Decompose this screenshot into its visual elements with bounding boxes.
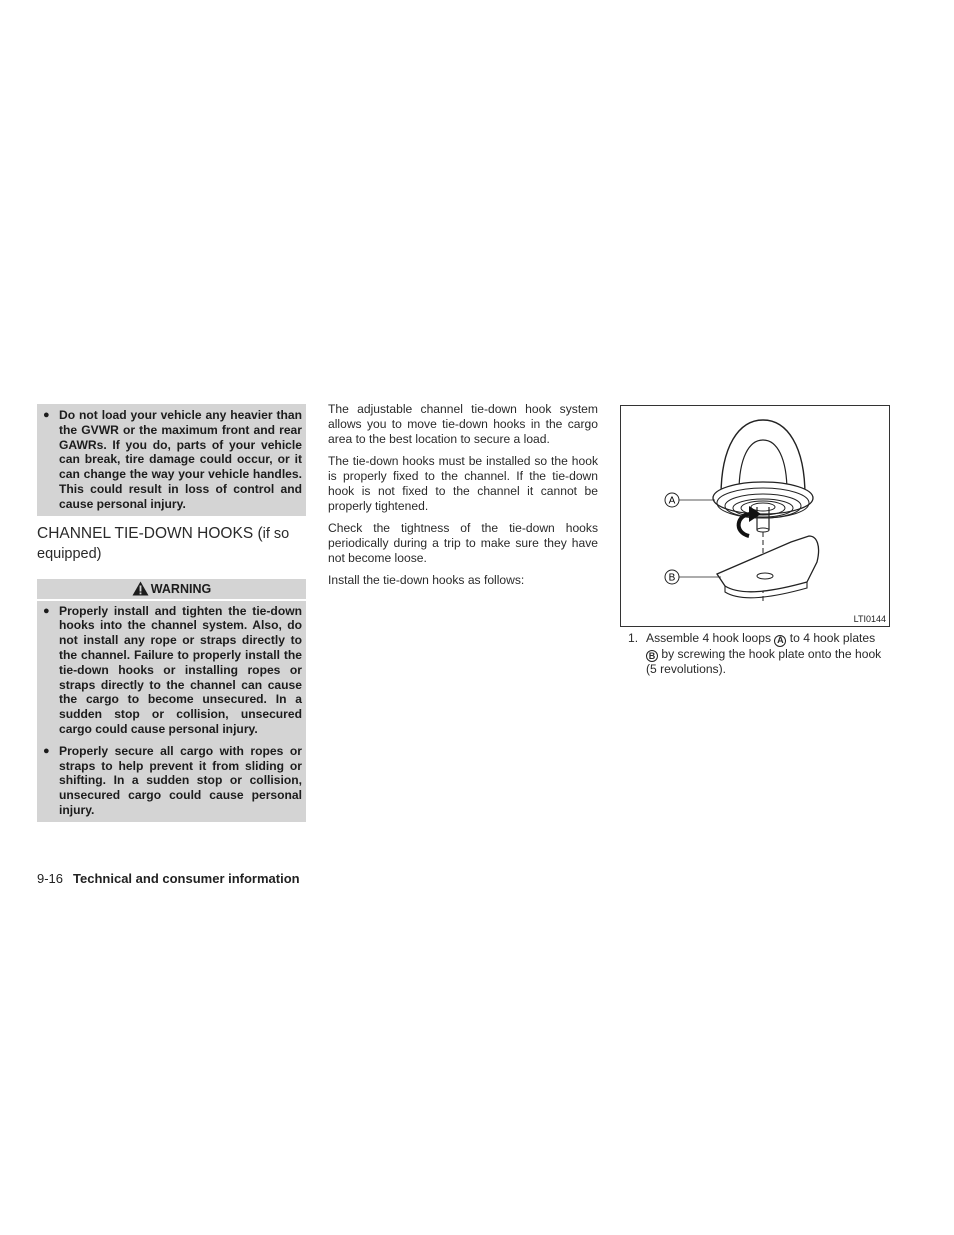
figure-label-a: A	[668, 495, 676, 507]
left-column	[37, 404, 306, 822]
warning-triangle-icon	[132, 581, 149, 596]
warning-label: WARNING	[150, 581, 212, 596]
page-number: 9-16	[37, 871, 64, 886]
page-footer	[37, 871, 300, 886]
top-warning-box	[37, 404, 306, 516]
hook-illustration	[621, 406, 889, 626]
bullet-icon: ●	[43, 409, 50, 421]
warning-item: ● Properly secure all cargo with ropes or straps to help prevent it from sliding or shifting. In a sudden stop or collision, unsecured cargo could cause personal injury.	[43, 743, 302, 817]
paragraph: Install the tie-down hooks as follows:	[328, 573, 525, 587]
figure-code: LTI0144	[853, 614, 886, 624]
label-a-icon: A	[774, 635, 786, 647]
warning-body	[37, 601, 306, 822]
paragraph: Check the tightness of the tie-down hooks periodically during a trip to make sure they have not become loose.	[328, 521, 598, 565]
middle-column	[328, 402, 598, 595]
section-title: Technical and consumer information	[73, 871, 300, 886]
paragraph: The tie-down hooks must be installed so the hook is properly fixed to the channel. If the tie-down hook is not fixed to the channel it cannot be properly tightened.	[328, 454, 598, 513]
label-b-icon: B	[646, 650, 658, 662]
paragraph: The adjustable channel tie-down hook system allows you to move tie-down hooks in the cargo area to the best location to secure a load.	[328, 402, 598, 446]
warning-header	[37, 579, 306, 599]
figure-label-b: B	[668, 572, 676, 584]
warning-box	[37, 579, 306, 822]
step-text: Assemble 4 hook loops A to 4 hook plates B by screwing the hook plate onto the hook (5 revolutions).	[646, 631, 882, 676]
step-number: 1.	[628, 631, 639, 645]
tie-down-hook-figure	[620, 405, 890, 627]
warning-item: ● Properly install and tighten the tie-down hooks into the channel system. Also, do not install any rope or straps directly to the channel. Failure to properly install the tie-down hooks or installing ropes or straps directly to the channel can cause the cargo to become unsecured. In a sudden stop or collision, unsecured cargo could cause personal injury.	[43, 603, 302, 736]
warning-item: ● Do not load your vehicle any heavier than the GVWR or the maximum front and rear GAWRs. If you do, parts of your vehicle can break, tire damage could occur, or it can change the way your vehicle handles. This could result in loss of control and cause personal injury.	[43, 408, 302, 511]
section-heading: CHANNEL TIE-DOWN HOOKS (if so equipped)	[37, 524, 290, 562]
bullet-icon: ●	[43, 604, 50, 617]
bullet-icon: ●	[43, 744, 50, 757]
step-1	[628, 631, 890, 677]
